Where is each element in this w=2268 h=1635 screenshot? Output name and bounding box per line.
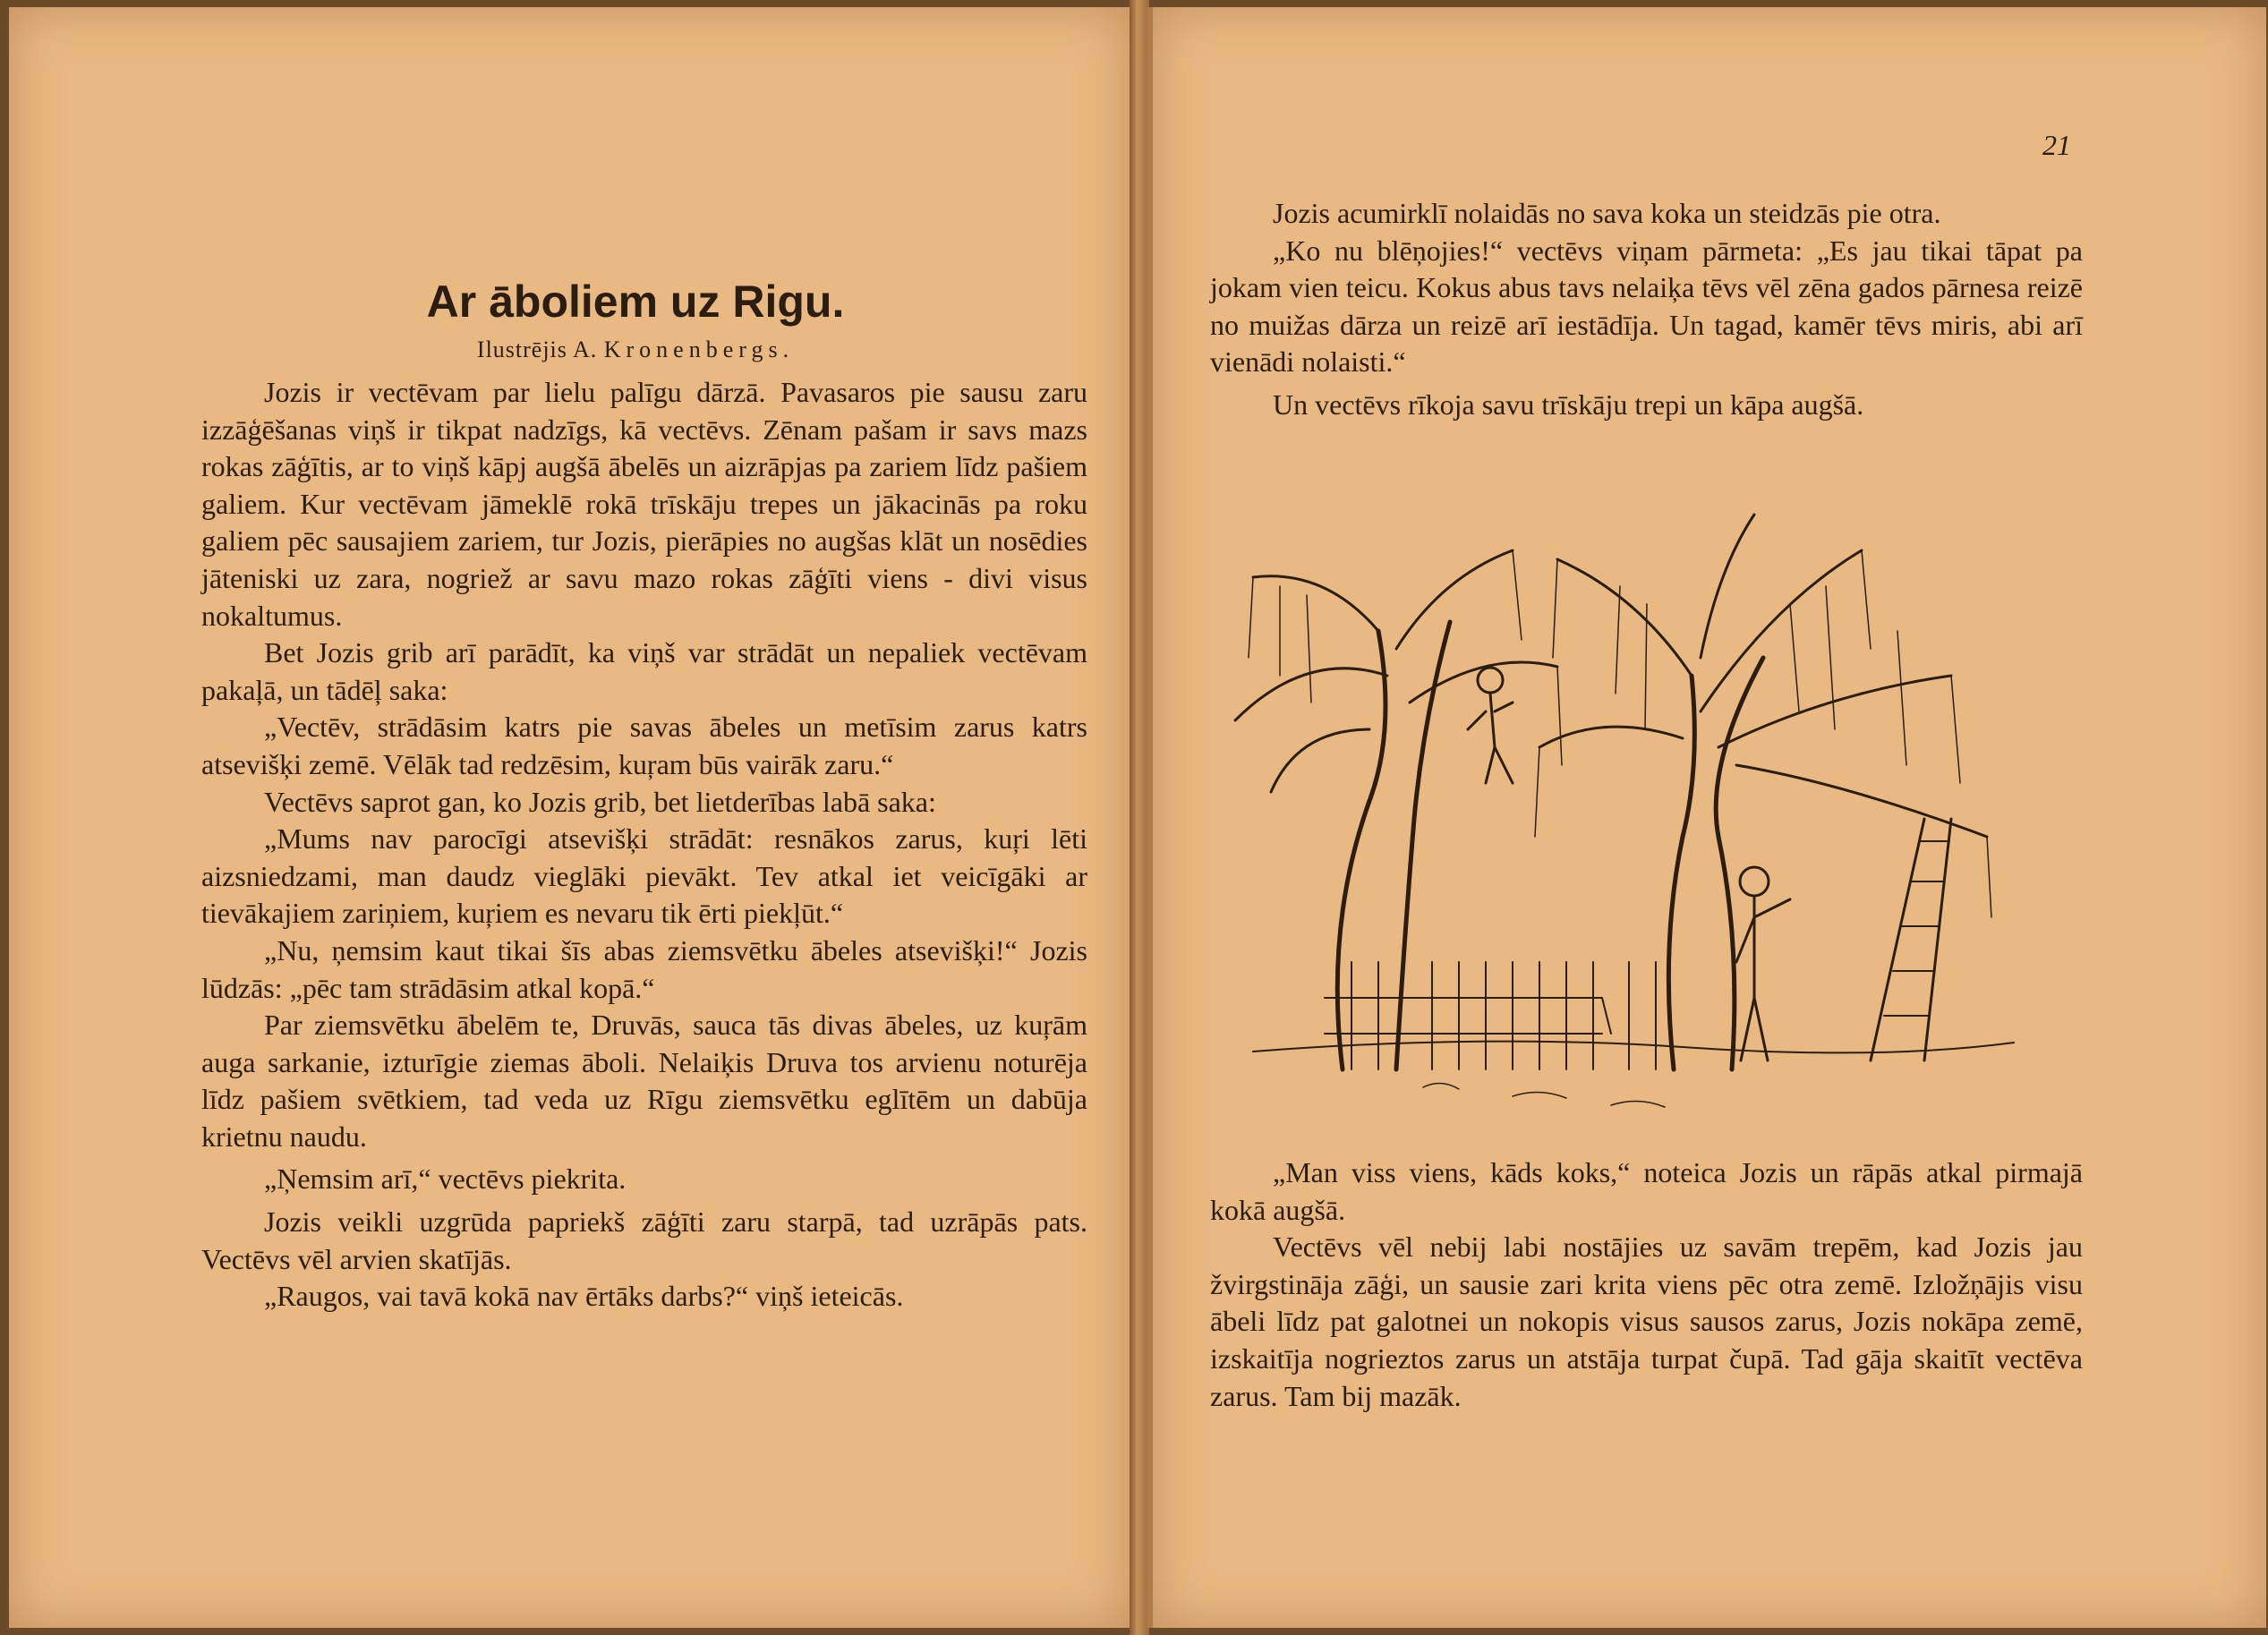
illustrator-name: Kronenbergs. — [603, 336, 795, 362]
illustrator-prefix: Ilustrējis A. — [476, 336, 598, 362]
left-body-text — [201, 374, 1087, 1316]
paragraph: „Man viss viens, kāds koks,“ noteica Jozis un rāpās atkal pirmajā kokā augšā. — [1210, 1156, 2083, 1226]
paragraph: Jozis ir vectēvam par lielu palīgu dārzā. Pavasaros pie sausu zaru izzāģēšanas viņš ir tikpat nadzīgs, kā vectēvs. Zēnam pašam ir savs mazs rokas zāģītis, ar to viņš kāpj augšā ābelēs un aizrāpjas pa zariem līdz pašiem galiem. Kur vectēvam jāmeklē rokā trīskāju trepes un jākacinās pa roku galiem pēc sausajiem zariem, tur Jozis, pierāpies no augšas klāt un nosēdies jāteniski uz zara, nogriež ar savu mazo rokas zāģīti viens - divi visus nokaltumus. — [201, 376, 1087, 632]
story-title: Ar āboliem uz Rigu. — [426, 277, 845, 327]
paragraph: „Nu, ņemsim kaut tikai šīs abas ziemsvētku ābeles atsevišķi!“ Jozis lūdzās: „pēc tam strādāsim atkal kopā.“ — [201, 933, 1087, 1004]
paragraph: „Ko nu blēņojies!“ vectēvs viņam pārmeta: „Es jau tikai tāpat pa jokam vien teicu. Kokus abus tavs nelaiķa tēvs vēl zēna gados pārnesa reizē no muižas dārza un reizē arī iestādīja. Un tagad, kamēr tēvs miris, abi arī vienādi nolaisti.“ — [1210, 234, 2083, 379]
paragraph: „Ņemsim arī,“ vectēvs piekrita. — [264, 1162, 627, 1196]
paragraph: Vectēvs saprot gan, ko Jozis grib, bet lietderības labā saka: — [264, 785, 936, 818]
paragraph: „Mums nav parocīgi atsevišķi strādāt: resnākos zarus, kuŗi lēti aizsniedzami, man daudz vieglāki pievākt. Tev atkal iet veicīgāki ar tievākajiem zariņiem, kuŗiem es nevaru tik ērti piekļūt.“ — [201, 822, 1087, 930]
paragraph: Un vectēvs rīkoja savu trīskāju trepi un kāpa augšā. — [1273, 387, 1864, 421]
right-top-text — [1210, 195, 2083, 424]
book-gutter — [1130, 0, 1149, 1635]
paragraph: Vectēvs vēl nebij labi nostājies uz savām trepēm, kad Jozis jau žvirgstināja zāģi, un sausie zari krita viens pēc otra zemē. Izložņājis visu ābeli līdz pat galotnei un nokopis visus sausos zarus, Jozis nokāpa zemē, izskaitīja nogrieztos zarus un atstāja turpat čupā. Tad gāja skaitīt vectēva zarus. Tam bij mazāk. — [1210, 1231, 2083, 1412]
illustrator-credit — [385, 336, 886, 363]
left-page — [9, 7, 1135, 1628]
paragraph: Jozis acumirklī nolaidās no sava koka un steidzās pie otra. — [1273, 197, 1941, 229]
paragraph: Jozis veikli uzgrūda papriekš zāģīti zaru starpā, tad uzrāpās pats. Vectēvs vēl arvien skatījās. — [201, 1205, 1087, 1275]
right-bottom-text — [1210, 1154, 2083, 1415]
paragraph: „Vectēv, strādāsim katrs pie savas ābeles un metīsim zarus katrs atsevišķi zemē. Vēlāk tad redzēsim, kuŗam būs vairāk zaru.“ — [201, 711, 1087, 780]
page-number: 21 — [2042, 129, 2071, 161]
paragraph: Bet Jozis grib arī parādīt, ka viņš var strādāt un nepaliek vectēvam pakaļā, un tādēļ saka: — [201, 636, 1087, 706]
paragraph: Par ziemsvētku ābelēm te, Druvās, sauca tās divas ābeles, uz kuŗām auga sarkanie, izturīgie ziemas āboli. Nelaiķis Druva tos arvienu noturēja līdz pašiem svētkiem, tad veda uz Rīgu ziemsvētku eglītēm un dabūja krietnu naudu. — [201, 1009, 1087, 1153]
paragraph: „Raugos, vai tavā kokā nav ērtāks darbs?“ viņš ieteicās. — [264, 1280, 904, 1313]
tree-illustration — [1217, 497, 2023, 1123]
